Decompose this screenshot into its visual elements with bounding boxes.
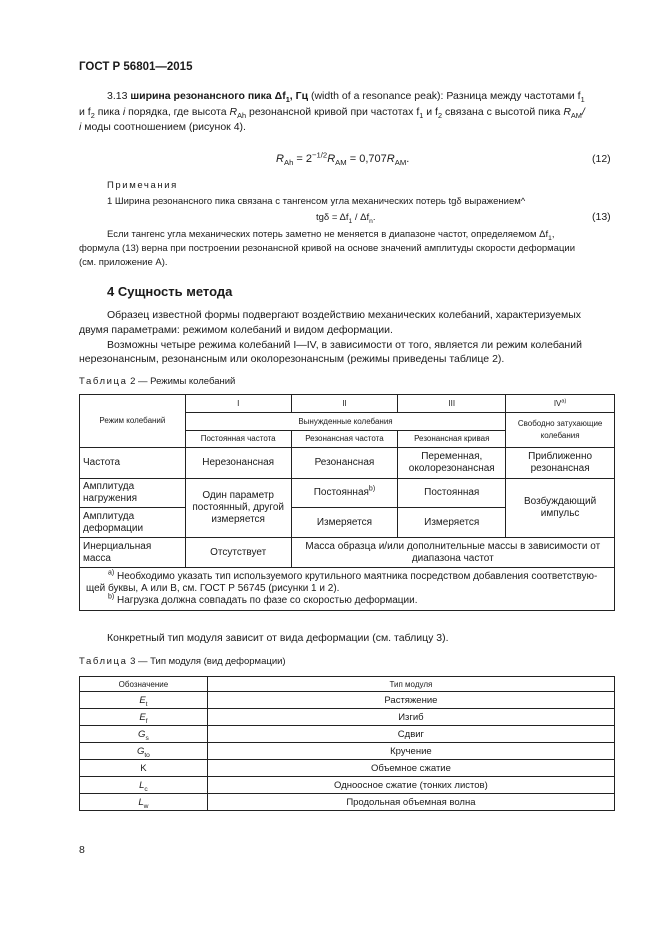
roman-4: IV$^{a)}$	[506, 395, 615, 413]
modulus-type-cell: Продольная объемная волна	[207, 794, 614, 811]
table-row	[80, 709, 615, 726]
table-2-footnotes	[80, 568, 615, 611]
cell-freq-1: Нерезонансная	[185, 448, 291, 479]
table-row	[80, 743, 615, 760]
roman-1: I	[185, 395, 291, 413]
symbol-cell	[80, 743, 208, 760]
table-row	[80, 794, 615, 811]
cell-inert-1: Отсутствует	[185, 538, 291, 568]
modulus-subscript: to	[144, 751, 150, 759]
note-text: 1 Ширина резонансного пика связана с тангенсом угла механических потерь tgδ выражением^	[107, 196, 526, 207]
section-4-p2-line2: нерезонансным, резонансным или околорезонансным (режимы приведены таблице 2).	[79, 353, 505, 365]
modulus-subscript: s	[145, 734, 149, 742]
cell-one-param: Один параметр постоянный, другой измеряется	[185, 479, 291, 538]
section-4-p1-line1: Образец известной формы подвергают воздействию механических колебаний, характеризуемых	[107, 309, 582, 321]
cell-inert-rest: Масса образца и/или дополнительные массы в зависимости от диапазона частот	[291, 538, 614, 568]
roman-2: II	[291, 395, 398, 413]
section-4-p1-line2: двумя параметрами: режимом колебаний и видом деформации.	[79, 324, 393, 336]
col-header-mode: Режим колебаний	[80, 395, 186, 448]
modulus-subscript: w	[143, 802, 149, 810]
modulus-subscript: f	[145, 717, 148, 725]
symbol-cell	[80, 794, 208, 811]
symbol-cell	[80, 760, 208, 777]
modulus-symbol: G	[136, 745, 145, 757]
note-para-line3: (см. приложение А).	[79, 257, 168, 268]
page-number: 8	[79, 844, 85, 856]
modulus-type-cell: Растяжение	[207, 692, 614, 709]
col-header-symbol: Обозначение	[80, 677, 208, 692]
formula-13: $tg\delta = \Delta f_1 / \Delta f_n$.	[316, 212, 376, 225]
roman-3: III	[398, 395, 506, 413]
section-4-p2-line1: Возможны четыре режима колебаний I—IV, в зависимости от того, является ли режим колебаний	[107, 339, 582, 351]
row-label-frequency: Частота	[80, 448, 186, 479]
table-3-caption: Таблица 3 — Тип модуля (вид деформации)	[79, 656, 286, 667]
table-3-body	[80, 692, 615, 811]
modulus-symbol: G	[138, 728, 146, 740]
table-row	[80, 692, 615, 709]
formula-12: $R_{Ah} = 2^{-1/2}R_{AM} = 0,707R_{AM}$.	[276, 150, 410, 168]
term-3-13-line2: и $f_2$ пика i порядка, где высота $R_{Ah}$ резонансной кривой при частотах $f_1$ и $f_2$ связана с высотой пика $R_{AM}/$	[79, 106, 585, 121]
symbol-cell	[80, 709, 208, 726]
symbol-cell	[80, 777, 208, 794]
cell-excite-pulse: Возбуждающий импульс	[506, 479, 615, 538]
free-damped-oscillations: Свободно затухающие колебания	[506, 413, 615, 448]
row-label-deformation-amplitude: Амплитуда деформации	[80, 508, 186, 538]
row-label-inertial-mass: Инерциальная масса	[80, 538, 186, 568]
cell-freq-4: Приближенно резонансная	[506, 448, 615, 479]
modulus-type-cell: Одноосное сжатие (тонких листов)	[207, 777, 614, 794]
cell-load-3: Постоянная	[398, 479, 506, 508]
table-2-caption: Таблица 2 — Режимы колебаний	[79, 376, 236, 387]
table-row	[80, 726, 615, 743]
row-label-load-amplitude: Амплитуда нагружения	[80, 479, 186, 508]
symbol-cell	[80, 726, 208, 743]
note-title: Примечания	[107, 180, 178, 191]
modulus-symbol: L	[139, 779, 145, 791]
term-title: ширина резонансного пика Δf	[130, 90, 286, 102]
modulus-type-cell: Сдвиг	[207, 726, 614, 743]
forced-oscillations: Вынужденные колебания	[185, 413, 505, 431]
term-number: 3.13	[107, 90, 128, 102]
cell-def-3: Измеряется	[398, 508, 506, 538]
symbol-cell	[80, 692, 208, 709]
term-definition: (width of a resonance peak): Разница между частотами f	[310, 90, 581, 102]
table-2-oscillation-modes	[79, 394, 615, 611]
table-3-intro: Конкретный тип модуля зависит от вида деформации (см. таблицу 3).	[107, 632, 449, 644]
cell-freq-2: Резонансная	[291, 448, 398, 479]
table-row	[80, 777, 615, 794]
sub-resonance-curve: Резонансная кривая	[398, 431, 506, 448]
cell-load-2: Постоянная$^{b)}$	[291, 479, 398, 508]
formula-13-number: (13)	[592, 211, 611, 223]
modulus-symbol: L	[138, 796, 144, 808]
sub-resonant-frequency: Резонансная частота	[291, 431, 398, 448]
modulus-symbol: E	[139, 711, 146, 723]
modulus-subscript: t	[145, 700, 148, 708]
modulus-type-cell: Изгиб	[207, 709, 614, 726]
footnote-a-cont: щей буквы, А или В, см. ГОСТ Р 56745 (рисунки 1 и 2).	[86, 583, 340, 594]
modulus-subscript: c	[144, 785, 148, 793]
document-header: ГОСТ Р 56801—2015	[79, 61, 193, 73]
modulus-type-cell: Объемное сжатие	[207, 760, 614, 777]
term-3-13-line3: i моды соотношением (рисунок 4).	[79, 121, 246, 133]
modulus-symbol: K	[140, 762, 147, 774]
table-3-modulus-types	[79, 676, 615, 811]
modulus-type-cell: Кручение	[207, 743, 614, 760]
note-para-line1: Если тангенс угла механических потерь заметно не меняется в диапазоне частот, определяемом $\Delta f_1$,	[107, 229, 555, 242]
term-3-13-line1: 3.13 ширина резонансного пика $\Delta f_1$, Гц (width of a resonance peak): Разница между частотами $f_1$	[107, 90, 585, 105]
note-para-line2: формула (13) верна при построении резонансной кривой на основе значений амплитуды скорости деформации	[79, 243, 576, 254]
table-row	[80, 760, 615, 777]
cell-def-2: Измеряется	[291, 508, 398, 538]
col-header-modulus-type: Тип модуля	[207, 677, 614, 692]
footnote-a: $^{a)}$ Необходимо указать тип используемого крутильного маятника посредством добавления соответствую-	[108, 569, 598, 582]
footnote-b: $^{b)}$ Нагрузка должна совпадать по фазе со скоростью деформации.	[108, 593, 418, 606]
formula-12-number: (12)	[592, 153, 611, 165]
cell-freq-3: Переменная, околорезонансная	[398, 448, 506, 479]
sub-constant-frequency: Постоянная частота	[185, 431, 291, 448]
modulus-symbol: E	[139, 694, 146, 706]
section-4-heading: 4 Сущность метода	[107, 284, 233, 299]
